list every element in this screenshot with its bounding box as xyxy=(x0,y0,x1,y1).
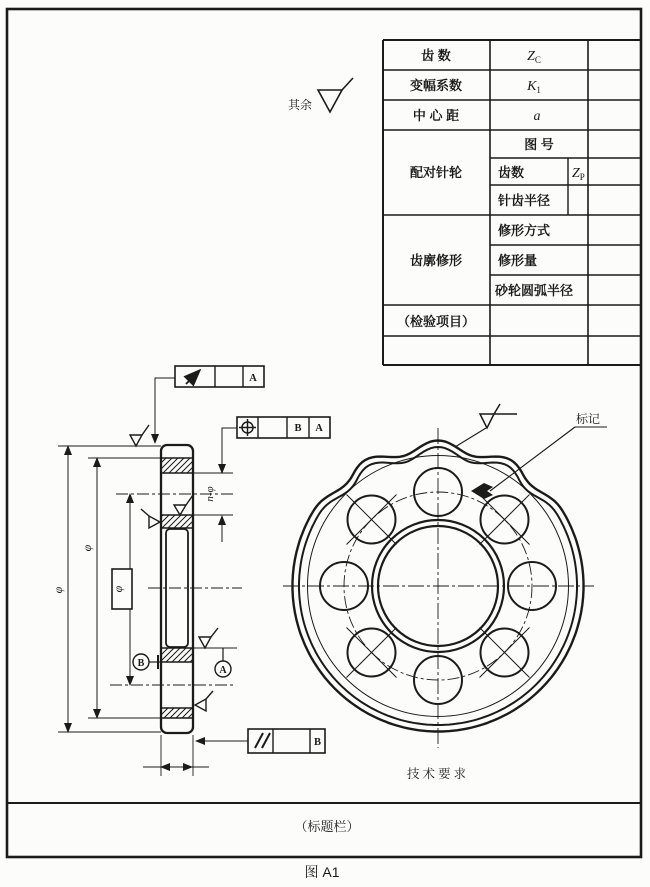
surplus-label: 其余 xyxy=(288,98,313,112)
outer-diameter-label: φ xyxy=(51,586,65,594)
mark-callout xyxy=(471,411,607,499)
roughness-icon xyxy=(318,78,353,112)
row-drawing-no-label: 图 号 xyxy=(524,137,554,152)
row-wheel-arc-radius-label: 砂轮圆弧半径 xyxy=(495,283,574,298)
roughness-icon xyxy=(174,495,193,515)
mark-leader xyxy=(490,427,575,491)
roughness-icon xyxy=(141,509,160,528)
profile-roughness xyxy=(455,404,517,447)
front-centerlines xyxy=(283,428,594,748)
runout-datum-letter: A xyxy=(249,373,257,384)
position-tolerance-frame xyxy=(237,417,330,438)
parallelism-tolerance-frame xyxy=(196,729,325,753)
roughness-icon xyxy=(199,628,218,648)
hole-dim-leader xyxy=(222,428,237,473)
row-center-distance-label: 中 心 距 xyxy=(412,108,460,123)
mark-label: 标记 xyxy=(576,412,601,426)
row-mod-method-label: 修形方式 xyxy=(498,223,551,238)
figure-caption: 图 A1 xyxy=(304,864,340,880)
row-mod-amount-label: 修形量 xyxy=(498,253,538,268)
row-pinwheel-label: 配对针轮 xyxy=(409,165,463,180)
row-inspection-label: （检验项目） xyxy=(396,314,476,329)
datum-b-letter: B xyxy=(137,658,145,669)
position-datum2-letter: A xyxy=(315,423,323,434)
dimensions xyxy=(51,428,237,767)
tolerance-frames xyxy=(155,366,330,753)
surplus-roughness-note xyxy=(288,78,353,112)
roughness-icon xyxy=(195,691,213,711)
row-center-distance-symbol: a xyxy=(533,109,541,124)
side-view xyxy=(51,425,242,776)
datum-balloon-a xyxy=(215,648,231,677)
roughness-icon xyxy=(130,425,149,446)
footer xyxy=(294,766,469,880)
roughness-icon xyxy=(480,404,517,428)
spec-table-text xyxy=(397,48,585,329)
datum-balloon-b xyxy=(133,654,160,670)
bolt-circle-label: φ xyxy=(111,585,125,593)
row-teeth-symbol: $Z_C$ xyxy=(527,49,541,65)
row-profile-mod-label: 齿廓修形 xyxy=(409,253,463,268)
mark-icon xyxy=(471,483,493,499)
hole-count-diameter-label: n-φ xyxy=(204,486,216,502)
parallelism-datum-letter: B xyxy=(313,737,322,748)
position-datum1-letter: B xyxy=(294,423,302,434)
tech-requirements-label: 技术要求 xyxy=(406,767,470,781)
row-coeff-label: 变幅系数 xyxy=(409,78,463,93)
row-teeth-label: 齿 数 xyxy=(421,48,451,63)
row-pin-teeth-label: 齿数 xyxy=(498,165,525,180)
root-diameter-label: φ xyxy=(80,544,94,552)
front-view xyxy=(283,404,607,748)
datum-a-letter: A xyxy=(219,665,227,676)
row-pin-teeth-symbol: $Z_P$ xyxy=(572,166,585,182)
row-coeff-symbol: $K_1$ xyxy=(527,79,541,95)
row-pin-radius-label: 针齿半径 xyxy=(498,193,551,208)
title-block-placeholder: （标题栏） xyxy=(294,819,360,834)
